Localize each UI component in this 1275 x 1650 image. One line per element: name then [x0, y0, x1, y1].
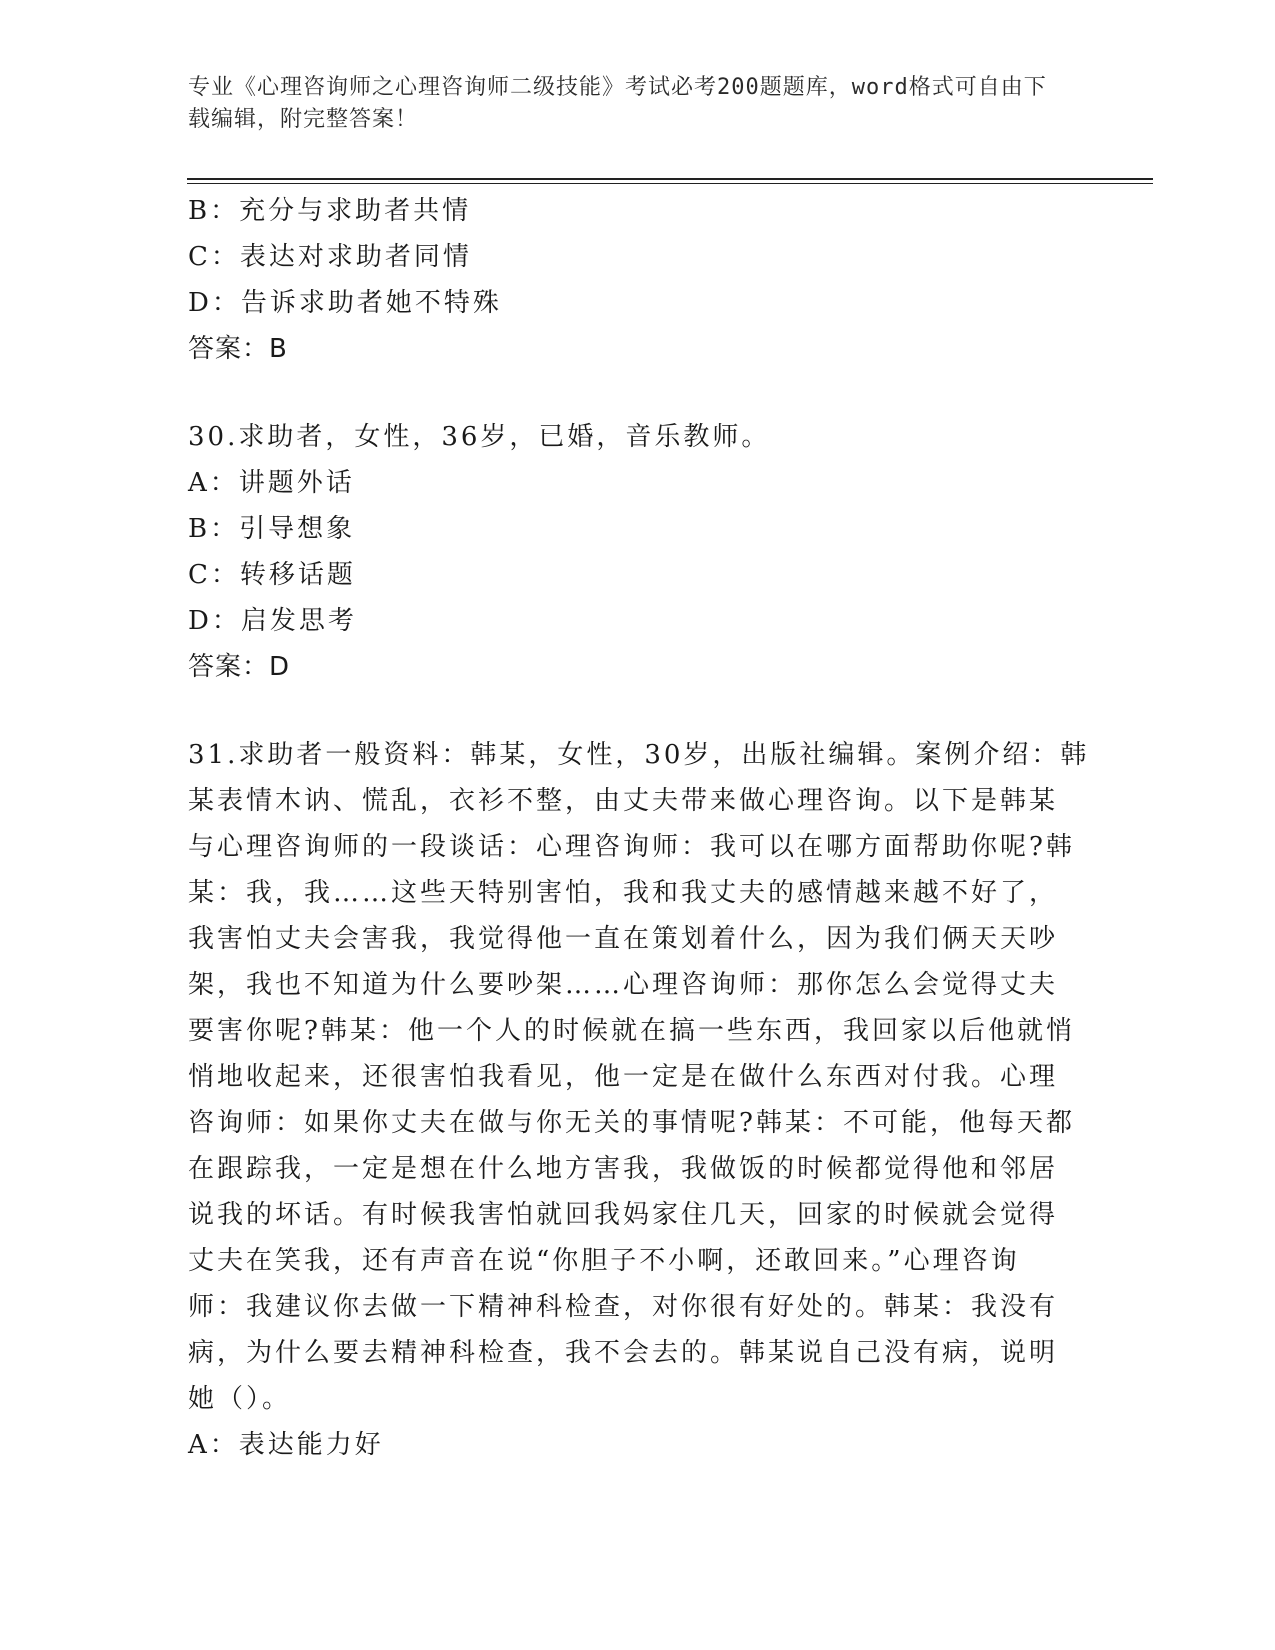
question-stem-line: 某表情木讷、慌乱，衣衫不整，由丈夫带来做心理咨询。以下是韩某	[188, 786, 1059, 816]
question-stem-line: 咨询师：如果你丈夫在做与你无关的事情呢?韩某：不可能，他每天都	[188, 1108, 1075, 1138]
header-divider-thin	[187, 183, 1153, 184]
option-c: C：转移话题	[188, 560, 356, 590]
question-stem-line: 悄地收起来，还很害怕我看见，他一定是在做什么东西对付我。心理	[188, 1062, 1059, 1092]
question-30-block	[188, 414, 1088, 690]
question-stem-line: 她（）。	[188, 1384, 292, 1414]
option-d: D：启发思考	[188, 606, 357, 636]
question-stem-line: 要害你呢?韩某：他一个人的时候就在搞一些东西，我回家以后他就悄	[188, 1016, 1075, 1046]
answer-line: 答案：B	[188, 334, 288, 364]
answer-line: 答案：D	[188, 652, 291, 682]
header-divider	[187, 178, 1153, 180]
option-b: B：引导想象	[188, 514, 356, 544]
question-stem-line: 与心理咨询师的一段谈话：心理咨询师：我可以在哪方面帮助你呢?韩	[188, 832, 1075, 862]
question-31-block	[188, 732, 1088, 1468]
question-stem: 30.求助者，女性，36岁，已婚，音乐教师。	[188, 422, 771, 452]
question-29-block	[188, 188, 1088, 372]
document-header: 专业《心理咨询师之心理咨询师二级技能》考试必考200题题库，word格式可自由下载编辑，附完整答案！	[188, 75, 1047, 132]
option-a: A：讲题外话	[188, 468, 355, 498]
question-stem-line: 在跟踪我，一定是想在什么地方害我，我做饭的时候都觉得他和邻居	[188, 1154, 1059, 1184]
question-stem-line: 丈夫在笑我，还有声音在说“你胆子不小啊，还敢回来。”心理咨询	[188, 1246, 1020, 1276]
option-a: A：表达能力好	[188, 1430, 384, 1460]
document-body	[188, 188, 1088, 1468]
question-stem-line: 某：我，我……这些天特别害怕，我和我丈夫的感情越来越不好了，	[188, 878, 1059, 908]
question-stem-line: 说我的坏话。有时候我害怕就回我妈家住几天，回家的时候就会觉得	[188, 1200, 1059, 1230]
option-d: D：告诉求助者她不特殊	[188, 288, 502, 318]
question-stem-line: 31.求助者一般资料：韩某，女性，30岁，出版社编辑。案例介绍：韩	[188, 740, 1090, 770]
question-stem-line: 我害怕丈夫会害我，我觉得他一直在策划着什么，因为我们俩天天吵	[188, 924, 1059, 954]
question-stem-line: 病，为什么要去精神科检查，我不会去的。韩某说自己没有病，说明	[188, 1338, 1059, 1368]
question-stem-line: 师：我建议你去做一下精神科检查，对你很有好处的。韩某：我没有	[188, 1292, 1059, 1322]
option-b: B：充分与求助者共情	[188, 196, 472, 226]
option-c: C：表达对求助者同情	[188, 242, 472, 272]
question-stem-line: 架，我也不知道为什么要吵架……心理咨询师：那你怎么会觉得丈夫	[188, 970, 1059, 1000]
